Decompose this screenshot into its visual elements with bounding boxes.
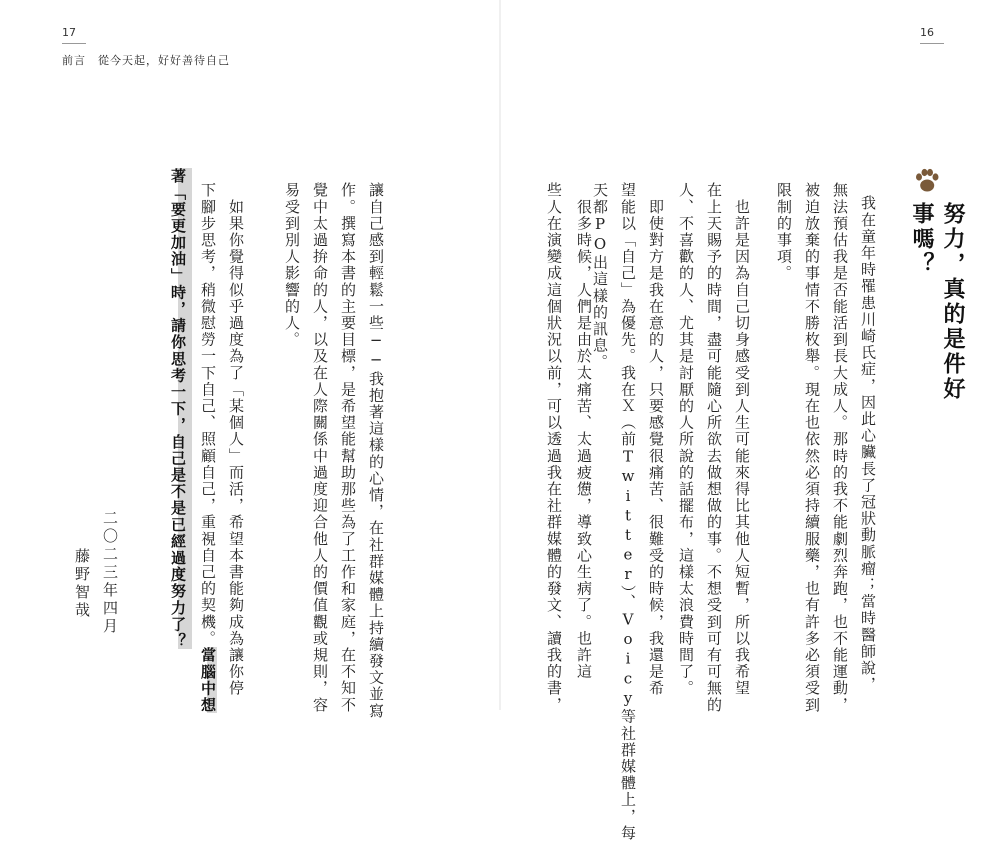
left-col-8 bbox=[194, 182, 222, 714]
heading-text: 努力，真的是件好事嗎？ bbox=[909, 202, 965, 402]
left-col-6: 易受到別人影響的人。 bbox=[283, 182, 301, 348]
signature-author: 藤野智哉 bbox=[73, 548, 91, 620]
right-col-1: 我在童年時罹患川崎氏症，因此心臟長了冠狀動脈瘤；當時醫師說， bbox=[859, 195, 877, 693]
section-heading bbox=[900, 168, 965, 408]
right-col-6: 在上天賜予的時間，盡可能隨心所欲去做想做的事。不想受到可有可無的 bbox=[705, 182, 723, 714]
right-col-3: 被迫放棄的事情不勝枚舉。現在也依然必須持續服藥，也有許多必須受到 bbox=[803, 182, 821, 714]
right-page-number: 16 bbox=[920, 26, 944, 44]
left-col-2: 些人在演變成這個狀況以前，可以透過我在社群媒體的發文、讀我的書， bbox=[545, 182, 563, 714]
right-col-8: 即使對方是我在意的人，只要感覺很痛苦、很難受的時候，我還是希 bbox=[647, 182, 665, 697]
left-col-7: 如果你覺得似乎過度為了「某個人」而活，希望本書能夠成為讓你停 bbox=[227, 182, 245, 697]
right-col-4: 限制的事項。 bbox=[775, 182, 793, 282]
book-spine bbox=[499, 0, 501, 710]
right-col-5: 也許是因為自己切身感受到人生可能來得比其他人短暫，所以我希望 bbox=[733, 182, 751, 697]
right-col-7: 人、不喜歡的人、尤其是討厭的人所說的話擺布，這樣太浪費時間了。 bbox=[677, 182, 695, 697]
signature-date: 二〇二三年四月 bbox=[101, 510, 119, 636]
right-col-10: 天都PO出這樣的訊息。 bbox=[591, 182, 609, 371]
right-col-9: 望能以「自己」為優先。我在Ｘ（前Twitter）、Voicy等社群媒體上，每 bbox=[619, 182, 637, 841]
highlighted-sentence: 著「要更加油」時，請你思考一下，自己是不是已經過度努力了？ bbox=[164, 168, 192, 649]
left-col-4: 作。撰寫本書的主要目標，是希望能幫助那些為了工作和家庭，在不知不 bbox=[339, 182, 357, 714]
highlight-tail: 當腦中想 bbox=[199, 646, 217, 714]
left-page-number: 17 bbox=[62, 26, 86, 44]
left-col-5: 覺中太過拚命的人，以及在人際關係中過度迎合他人的價值觀或規則，容 bbox=[311, 182, 329, 714]
left-col-1: 很多時候，人們是由於太痛苦、太過疲憊，導致心生病了。也許這 bbox=[575, 182, 593, 680]
right-col-2: 無法預估我是否能活到長大成人。那時的我不能劇烈奔跑，也不能運動， bbox=[831, 182, 849, 714]
left-col-3: 讓自己感到輕鬆一些──我抱著這樣的心情，在社群媒體上持續發文並寫 bbox=[367, 182, 385, 720]
running-title: 前言 從今天起，好好善待自己 bbox=[62, 54, 230, 67]
left-col-8-text: 下腳步思考，稍微慰勞一下自己、照顧自己，重視自己的契機。 bbox=[199, 182, 217, 647]
paw-icon bbox=[914, 168, 940, 194]
